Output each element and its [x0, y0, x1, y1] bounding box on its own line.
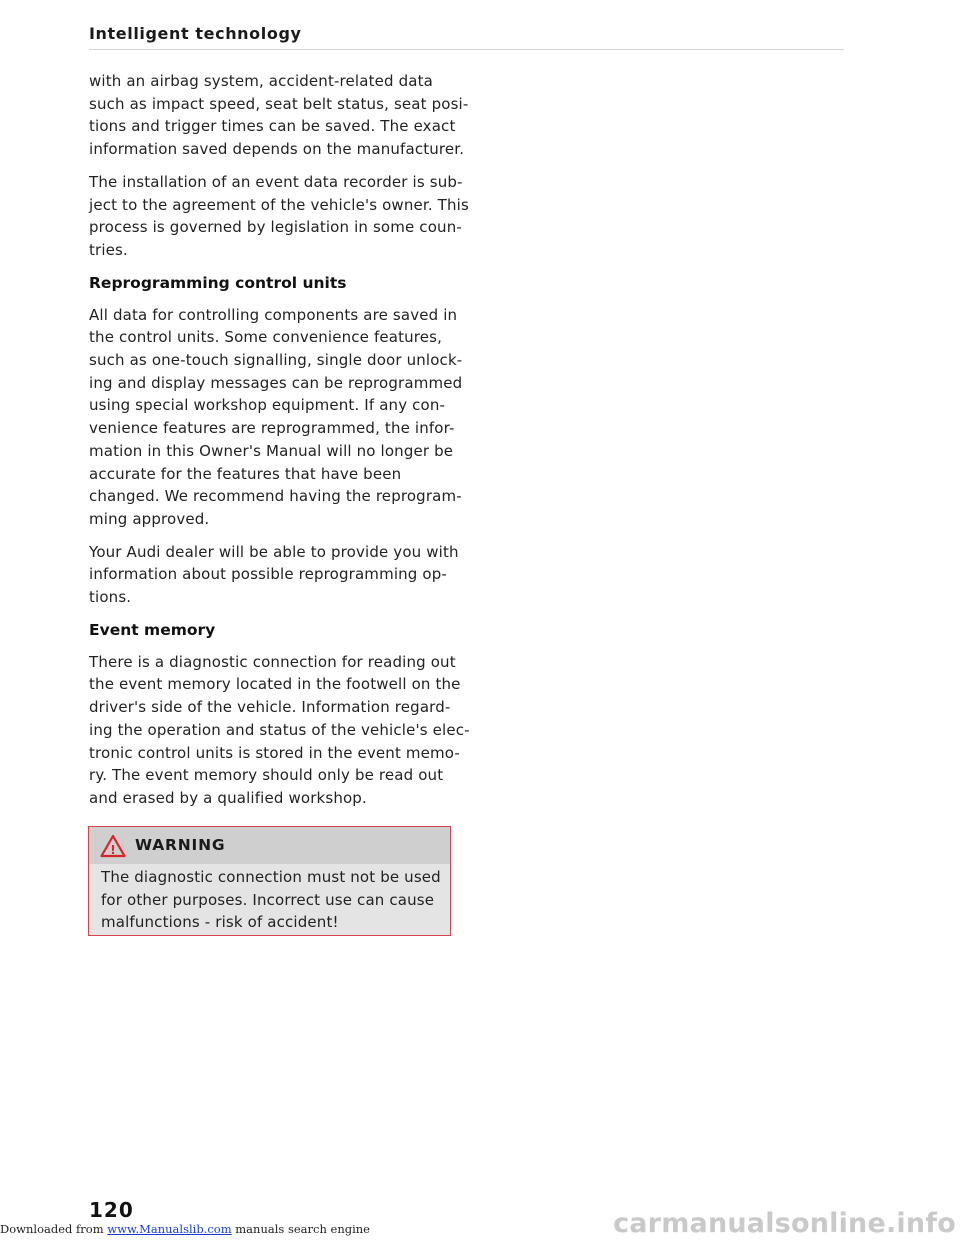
section-title: Intelligent technology: [89, 24, 302, 43]
warning-box: [88, 826, 451, 936]
paragraph-diagnostic-connection: [89, 651, 470, 810]
page-number: 120: [89, 1198, 134, 1222]
paragraph-audi-dealer: [89, 541, 461, 609]
footer-suffix: manuals search engine: [231, 1222, 370, 1236]
text-line: Your Audi dealer will be able to provide you with: [89, 542, 459, 561]
paragraph-event-recorder: [89, 171, 469, 262]
text-column: [89, 70, 470, 820]
text-line: The diagnostic connection must not be used: [101, 868, 441, 886]
warning-title: WARNING: [135, 836, 226, 854]
text-line: with an airbag system, accident-related data: [89, 72, 433, 90]
paragraph-control-units: [89, 304, 461, 531]
warning-icon-glyph: !: [110, 843, 116, 857]
text-line: tronic control units is stored in the event memo-: [89, 743, 460, 762]
text-line: for other purposes. Incorrect use can cause: [101, 890, 435, 909]
text-line: ing the operation and status of the vehicle's elec-: [89, 720, 470, 739]
manualslib-link[interactable]: www.Manualslib.com: [107, 1222, 232, 1236]
text-line: The installation of an event data recorder is sub-: [89, 172, 463, 191]
warning-header: [89, 827, 450, 864]
text-line: There is a diagnostic connection for reading out: [89, 652, 456, 671]
text-line: ry. The event memory should only be read out: [89, 766, 444, 785]
text-line: venience features are reprogrammed, the infor-: [89, 419, 455, 438]
text-line: accurate for the features that have been: [89, 464, 402, 483]
watermark-logo: carmanualsonline.info: [613, 1208, 956, 1239]
text-line: ject to the agreement of the vehicle's owner. This: [89, 195, 469, 214]
text-line: using special workshop equipment. If any con-: [89, 396, 446, 415]
text-line: mation in this Owner's Manual will no longer be: [89, 441, 454, 460]
text-line: All data for controlling components are saved in: [89, 305, 458, 324]
text-line: process is governed by legislation in some coun-: [89, 218, 462, 237]
download-footer: [0, 1222, 370, 1236]
paragraph-airbag-data: [89, 70, 469, 161]
text-line: the control units. Some convenience features,: [89, 328, 443, 347]
warning-text: [101, 866, 441, 934]
text-line: ming approved.: [89, 509, 210, 528]
text-line: such as one-touch signalling, single door unlock-: [89, 351, 463, 370]
text-line: malfunctions - risk of accident!: [101, 913, 339, 932]
text-line: tions and trigger times can be saved. The exact: [89, 117, 456, 136]
text-line: information saved depends on the manufacturer.: [89, 140, 465, 159]
text-line: changed. We recommend having the reprogram-: [89, 487, 462, 506]
text-line: such as impact speed, seat belt status, seat posi-: [89, 94, 469, 113]
text-line: ing and display messages can be reprogrammed: [89, 373, 463, 392]
text-line: the event memory located in the footwell on the: [89, 675, 461, 694]
text-line: tries.: [89, 240, 128, 259]
heading-event-memory: Event memory: [89, 620, 216, 639]
heading-reprogramming: Reprogramming control units: [89, 273, 347, 292]
text-line: and erased by a qualified workshop.: [89, 788, 367, 807]
text-line: driver's side of the vehicle. Information regard-: [89, 698, 451, 717]
warning-triangle-icon: [100, 834, 126, 858]
text-line: tions.: [89, 588, 132, 607]
text-line: information about possible reprogramming op-: [89, 565, 447, 584]
page-header: [89, 22, 844, 50]
footer-prefix: Downloaded from: [0, 1222, 108, 1236]
